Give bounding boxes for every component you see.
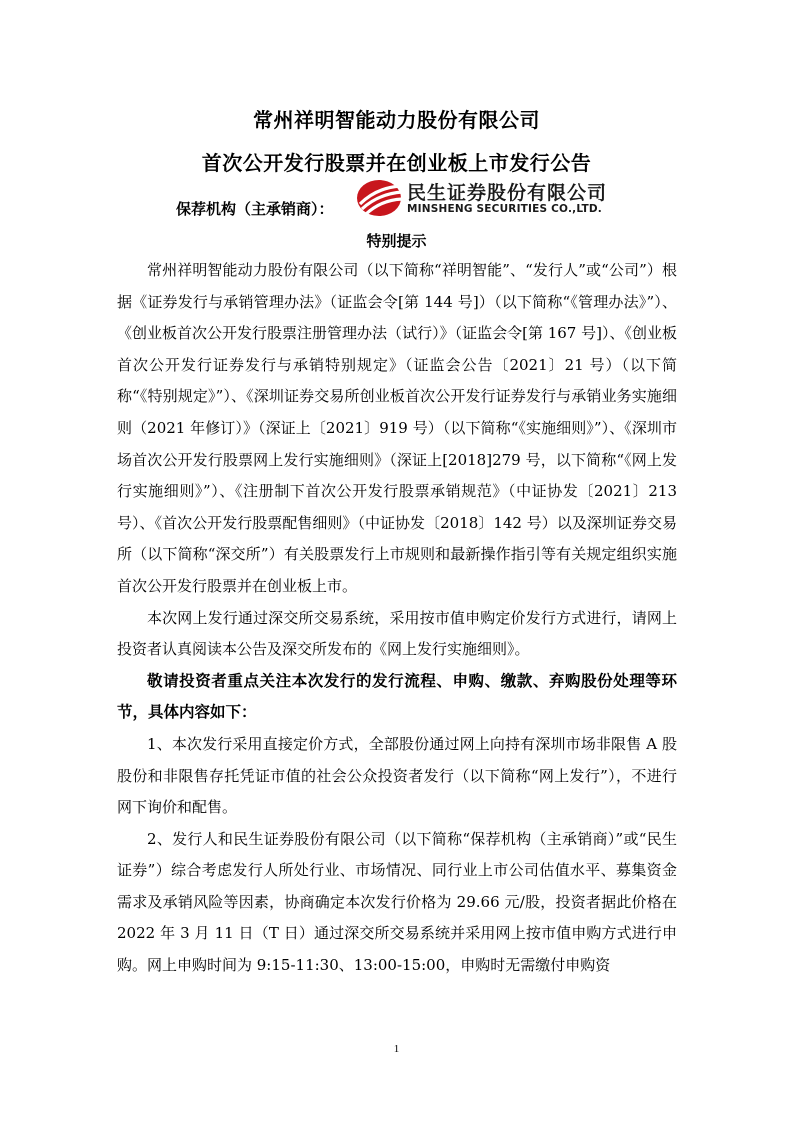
minsheng-logo <box>354 176 624 220</box>
announcement-title: 首次公开发行股票并在创业板上市发行公告 <box>201 151 592 175</box>
paragraph: 常州祥明智能动力股份有限公司（以下简称“祥明智能”、“发行人”或“公司”）根据《证券发行与承销管理办法》（证监会令[第 144 号]）（以下简称“《管理办法》”）、《创业板首次公开发行股票注册管理办法（试行）》（证监会令[第 167 号]）、《创业板首次公开发行证券发行与承销特别规定》（证监会公告〔2021〕21 号）（以下简称“《特别规定》”）、《深圳证券交易所创业板首次公开发行证券发行与承销业务实施细则（2021 年修订）》（深证上〔2021〕919 号）（以下简称“《实施细则》”）、《深圳市场首次公开发行股票网上发行实施细则》（深证上[2018]279 号，以下简称“《网上发行实施细则》”）、《注册制下首次公开发行股票承销规范》（中证协发〔2021〕213 号）、《首次公开发行股票配售细则》（中证协发〔2018〕142 号）以及深圳证券交易所（以下简称“深交所”）有关股票发行上市规则和最新操作指引等有关规定组织实施首次公开发行股票并在创业板上市。 <box>117 261 677 595</box>
minsheng-logo-icon <box>356 178 404 218</box>
logo-name-cn: 民生证券股份有限公司 <box>407 182 608 204</box>
paragraph: 本次网上发行通过深交所交易系统，采用按市值申购定价发行方式进行，请网上投资者认真阅读本公告及深交所发布的《网上发行实施细则》。 <box>117 608 677 659</box>
sponsor-label: 保荐机构（主承销商）： <box>176 200 334 218</box>
logo-name-en: MINSHENG SECURITIES CO.,LTD. <box>407 203 602 215</box>
emphasis-paragraph: 敬请投资者重点关注本次发行的发行流程、申购、缴款、弃购股份处理等环节，具体内容如下： <box>117 671 677 722</box>
body-text <box>117 255 677 982</box>
section-heading: 特别提示 <box>366 232 427 250</box>
paragraph: 1、本次发行采用直接定价方式，全部股份通过网上向持有深圳市场非限售 A 股股份和非限售存托凭证市值的社会公众投资者发行（以下简称“网上发行”），不进行网下询价和配售。 <box>117 734 677 817</box>
paragraph: 2、发行人和民生证券股份有限公司（以下简称“保荐机构（主承销商）”或“民生证券”）综合考虑发行人所处行业、市场情况、同行业上市公司估值水平、募集资金需求及承销风险等因素，协商确定本次发行价格为 29.66 元/股，投资者据此价格在 2022 年 3 月 11 日（T 日）通过深交所交易系统并采用网上按市值申购方式进行申购。网上申购时间为 9:15-11:30、13:00-15:00，申购时无需缴付申购资 <box>117 829 677 975</box>
page-number: 1 <box>393 1043 400 1055</box>
sponsor-row <box>176 176 636 222</box>
company-title: 常州祥明智能动力股份有限公司 <box>253 108 540 132</box>
